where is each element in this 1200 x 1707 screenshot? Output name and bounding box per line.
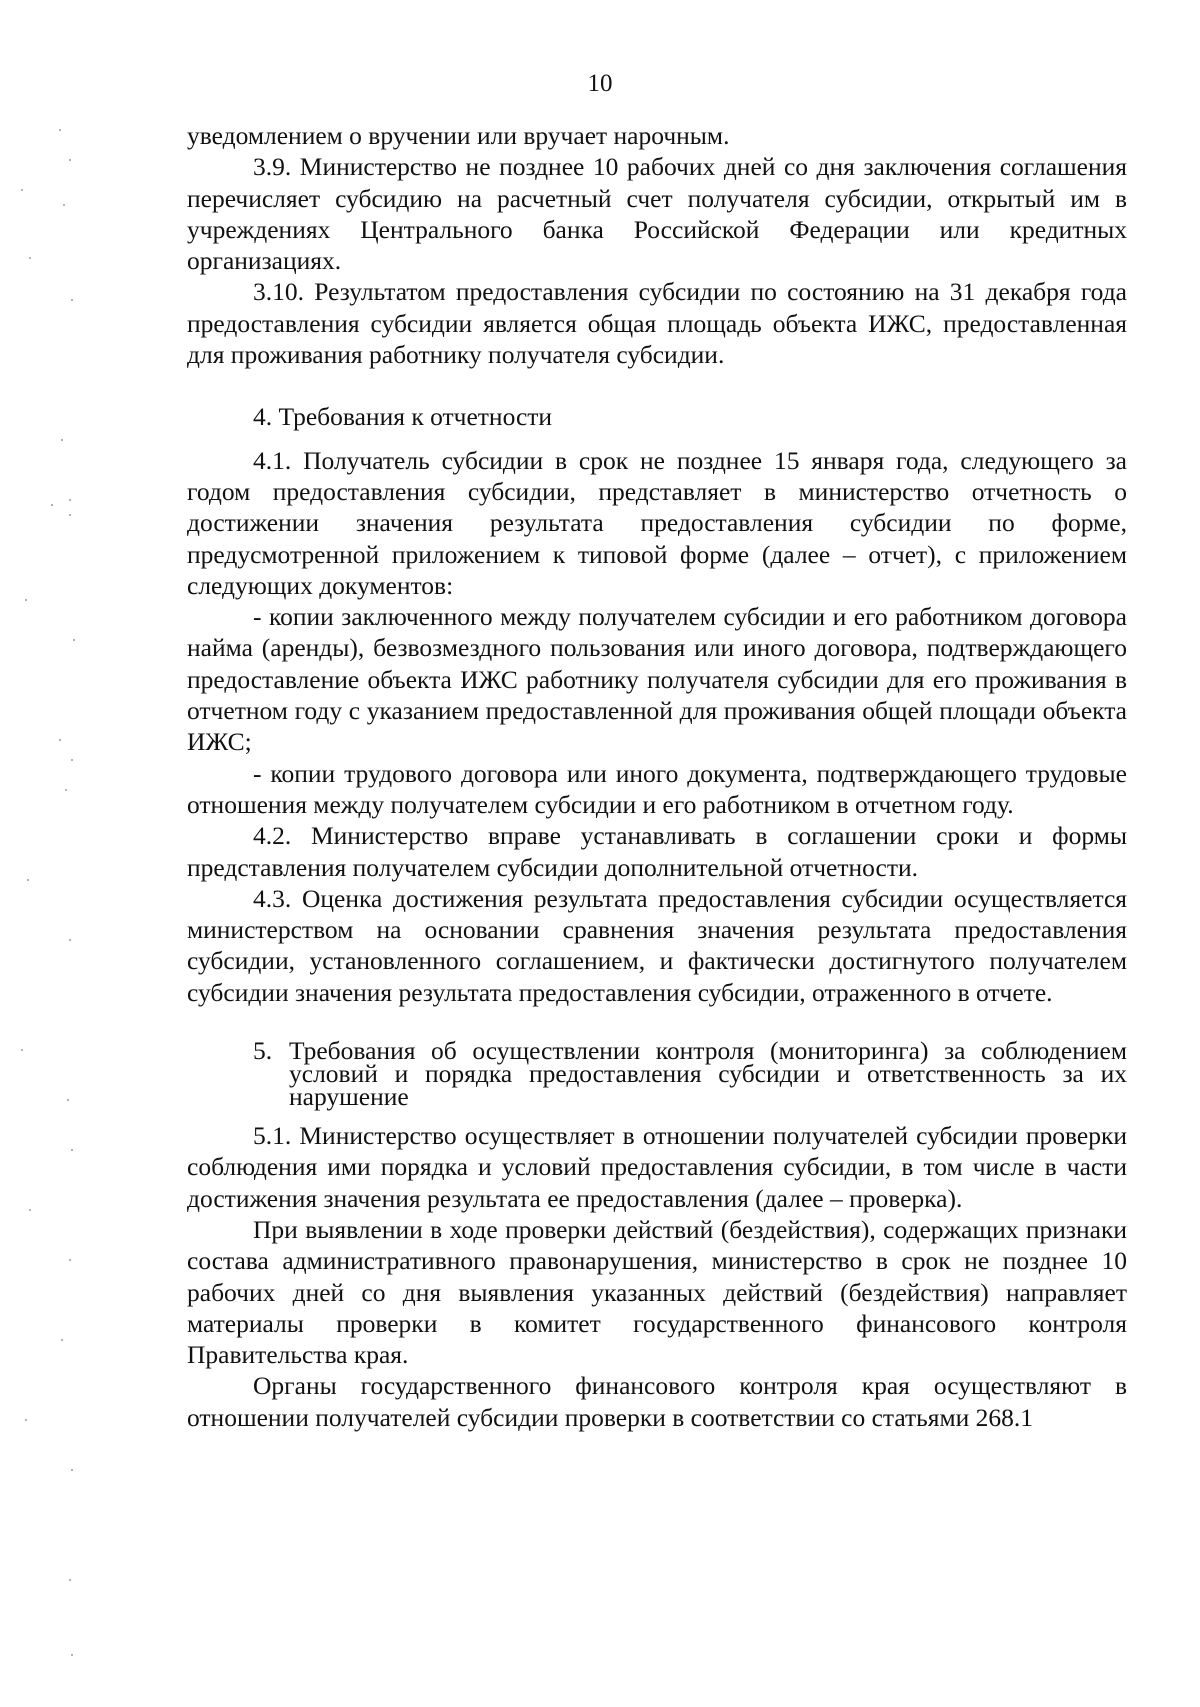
paragraph-3-10: 3.10. Результатом предоставления субсидии по состоянию на 31 декабря года предоставления субсидии является общая площадь объекта ИЖС, предоставленная для проживания работнику получателя субсидии. [187, 277, 1127, 370]
section-5-heading [187, 1036, 1127, 1112]
list-item-employment-contract: - копии трудового договора или иного документа, подтверждающего трудовые отношения между получателем субсидии и его работником в отчетном году. [187, 758, 1127, 819]
page-number: 10 [587, 70, 613, 97]
list-item-lease-contract: - копии заключенного между получателем субсидии и его работником договора найма (аренды), безвозмездного пользования или иного договора, подтверждающего предоставление объекта ИЖС работнику получателя субсидии для его проживания в отчетном году с указанием предоставленной для проживания общей площади объекта ИЖС; [187, 602, 1127, 757]
scan-margin-artifacts [0, 0, 90, 1707]
paragraph-4-3: 4.3. Оценка достижения результата предоставления субсидии осуществляется министерством на основании сравнения значения результата предоставления субсидии, установленного соглашением, и фактически достигнутого получателем субсидии значения результата предоставления субсидии, отраженного в отчете. [187, 883, 1127, 1007]
paragraph-4-1: 4.1. Получатель субсидии в срок не позднее 15 января года, следующего за годом предоставления субсидии, представляет в министерство отчетность о достижении значения результата предоставления субсидии по форме, предусмотренной приложением к типовой форме (далее – отчет), с приложением следующих документов: [187, 445, 1127, 600]
document-body [187, 120, 1127, 1433]
section-5-title: Требования об осуществлении контроля (мониторинга) за соблюдением условий и порядка предоставления субсидии и ответственность за их нарушение [289, 1036, 1127, 1112]
paragraph-4-2: 4.2. Министерство вправе устанавливать в соглашении сроки и формы представления получателем субсидии дополнительной отчетности. [187, 821, 1127, 882]
paragraph-3-9: 3.9. Министерство не позднее 10 рабочих дней со дня заключения соглашения перечисляет субсидию на расчетный счет получателя субсидии, открытый им в учреждениях Центрального банка Российской Федерации или кредитных организациях. [187, 152, 1127, 276]
paragraph-continuation: уведомлением о вручении или вручает нарочным. [187, 121, 730, 150]
paragraph-control-bodies: Органы государственного финансового контроля края осуществляют в отношении получателей субсидии проверки в соответствии со статьями 268.1 [187, 1371, 1127, 1432]
paragraph-violations: При выявлении в ходе проверки действий (бездействия), содержащих признаки состава административного правонарушения, министерство в срок не позднее 10 рабочих дней со дня выявления указанных действий (бездействия) направляет материалы проверки в комитет государственного финансового контроля Правительства края. [187, 1214, 1127, 1370]
section-5-number: 5. [253, 1036, 273, 1066]
paragraph-5-1: 5.1. Министерство осуществляет в отношении получателей субсидии проверки соблюдения ими порядка и условий предоставления субсидии, в том числе в части достижения значения результата ее предоставления (далее – проверка). [187, 1121, 1127, 1213]
section-4-heading: 4. Требования к отчетности [253, 402, 553, 432]
